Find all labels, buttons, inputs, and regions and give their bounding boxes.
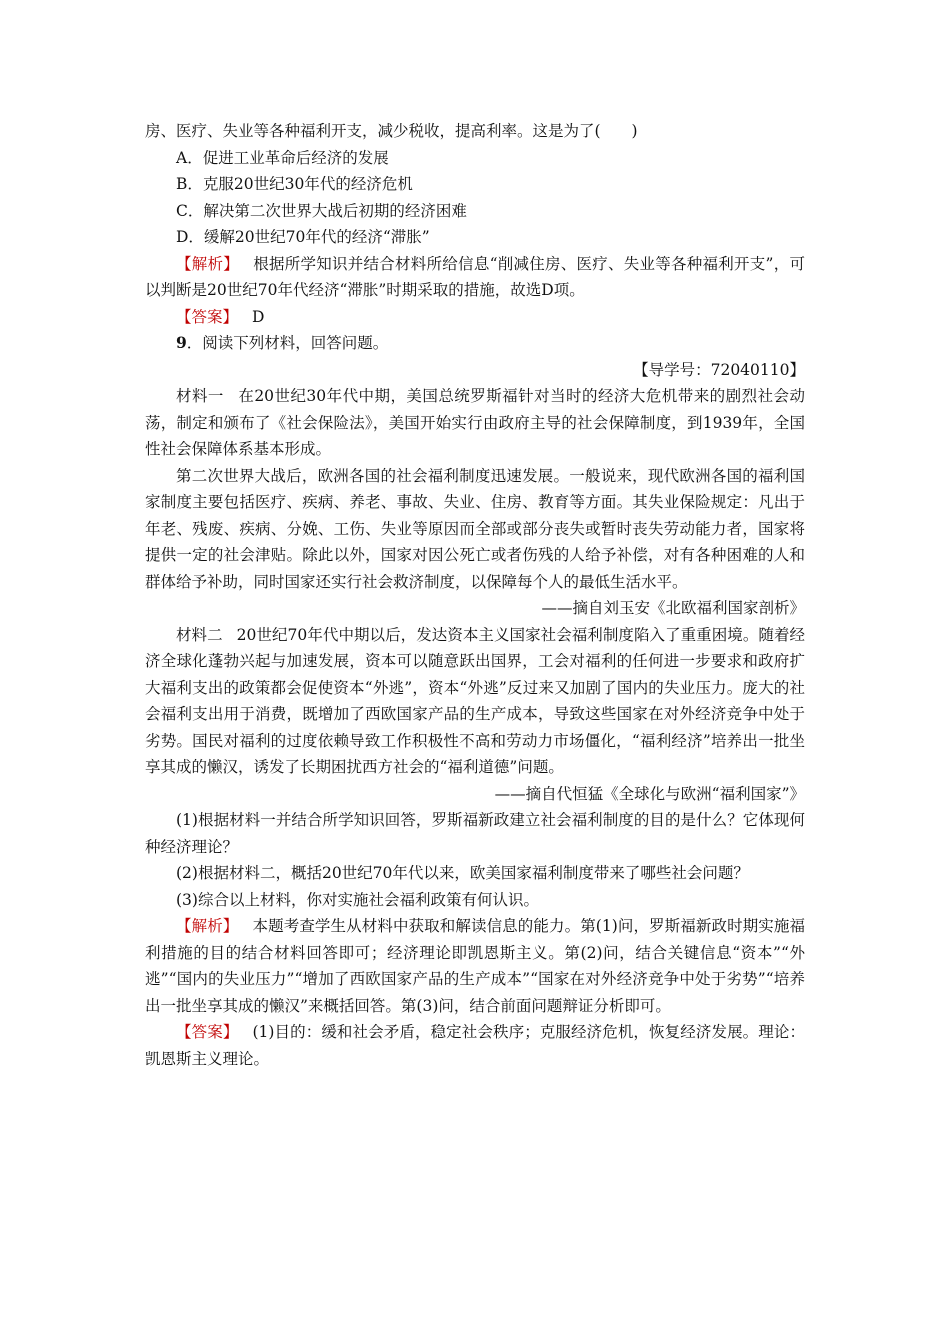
q9-answer bbox=[145, 1019, 805, 1072]
material-2-source: ——摘自代恒猛《全球化与欧洲“福利国家”》 bbox=[494, 784, 805, 803]
document-body bbox=[145, 118, 805, 1072]
option-a: A．促进工业革命后经济的发展 bbox=[176, 148, 389, 167]
q8-answer bbox=[145, 304, 805, 331]
q8-answer-text: D bbox=[252, 307, 265, 326]
material-1-paragraph-2: 第二次世界大战后，欧洲各国的社会福利制度迅速发展。一般说来，现代欧洲各国的福利国家制度主要包括医疗、疾病、养老、事故、失业、住房、教育等方面。其失业保险规定：凡出于年老、残废、疾病、分娩、工伤、失业等原因而全部或部分丧失或暂时丧失劳动能力者，国家将提供一定的社会津贴。除此以外，国家对因公死亡或者伤残的人给予补偿，对有各种困难的人和群体给予补助，同时国家还实行社会救济制度，以保障每个人的最低生活水平。 bbox=[145, 466, 805, 591]
sub-question-1: (1)根据材料一并结合所学知识回答，罗斯福新政建立社会福利制度的目的是什么？它体现何种经济理论？ bbox=[145, 811, 805, 856]
guide-number: 【导学号：72040110】 bbox=[633, 360, 805, 379]
question-number: 9 bbox=[176, 333, 187, 352]
option-b: B．克服20世纪30年代的经济危机 bbox=[176, 175, 413, 193]
analysis-label: 【解析】 bbox=[176, 254, 240, 273]
material-1-paragraph-1 bbox=[145, 383, 805, 463]
answer-label: 【答案】 bbox=[176, 1023, 239, 1041]
answer-label: 【答案】 bbox=[176, 307, 239, 326]
material-2-paragraph bbox=[145, 622, 805, 781]
material-2-label: 材料二 bbox=[176, 625, 223, 644]
sub-question-3: (3)综合以上材料，你对实施社会福利政策有何认识。 bbox=[176, 890, 539, 909]
question-9-stem bbox=[145, 330, 805, 357]
q9-analysis-text: 本题考查学生从材料中获取和解读信息的能力。第(1)问，罗斯福新政时期实施福利措施的目的结合材料回答即可；经济理论即凯恩斯主义。第(2)问，结合关键信息“资本”“外逃”“国内的失业压力”“增加了西欧国家产品的生产成本”“国家在对外经济竞争中处于劣势”“培养出一批坐享其成的懒汉”来概括回答。第(3)问，结合前面问题辩证分析即可。 bbox=[145, 917, 805, 1015]
material-2-text: 20世纪70年代中期以后，发达资本主义国家社会福利制度陷入了重重困境。随着经济全球化蓬勃兴起与加速发展，资本可以随意跃出国界，工会对福利的任何进一步要求和政府扩大福利支出的政策都会促使资本“外逃”，资本“外逃”反过来又加剧了国内的失业压力。庞大的社会福利支出用于消费，既增加了西欧国家产品的生产成本，导致这些国家在对外经济竞争中处于劣势。国民对福利的过度依赖导致工作积极性不高和劳动力市场僵化，“福利经济”培养出一批坐享其成的懒汉，诱发了长期困扰西方社会的“福利道德”问题。 bbox=[145, 625, 805, 776]
option-d: D．缓解20世纪70年代的经济“滞胀” bbox=[176, 228, 430, 246]
question-9-text: ．阅读下列材料，回答问题。 bbox=[186, 334, 389, 352]
question-8-stem-tail: 房、医疗、失业等各种福利开支，减少税收，提高利率。这是为了( ) bbox=[145, 122, 638, 140]
material-1-source: ——摘自刘玉安《北欧福利国家剖析》 bbox=[541, 599, 805, 617]
option-c: C．解决第二次世界大战后初期的经济困难 bbox=[176, 201, 467, 220]
sub-question-2: (2)根据材料二，概括20世纪70年代以来，欧美国家福利制度带来了哪些社会问题？ bbox=[176, 864, 749, 882]
q8-analysis-text: 根据所学知识并结合材料所给信息“削减住房、医疗、失业等各种福利开支”，可以判断是20世纪70年代经济“滞胀”时期采取的措施，故选D项。 bbox=[145, 254, 805, 299]
q8-analysis bbox=[145, 251, 805, 304]
q9-answer-text: (1)目的：缓和社会矛盾，稳定社会秩序；克服经济危机，恢复经济发展。理论：凯恩斯主义理论。 bbox=[145, 1023, 805, 1068]
material-1-text-1: 在20世纪30年代中期，美国总统罗斯福针对当时的经济大危机带来的剧烈社会动荡，制定和颁布了《社会保险法》，美国开始实行由政府主导的社会保障制度，到1939年，全国性社会保障体系基本形成。 bbox=[145, 387, 805, 458]
material-1-label: 材料一 bbox=[176, 387, 224, 405]
analysis-label: 【解析】 bbox=[176, 917, 239, 935]
q9-analysis bbox=[145, 913, 805, 1019]
